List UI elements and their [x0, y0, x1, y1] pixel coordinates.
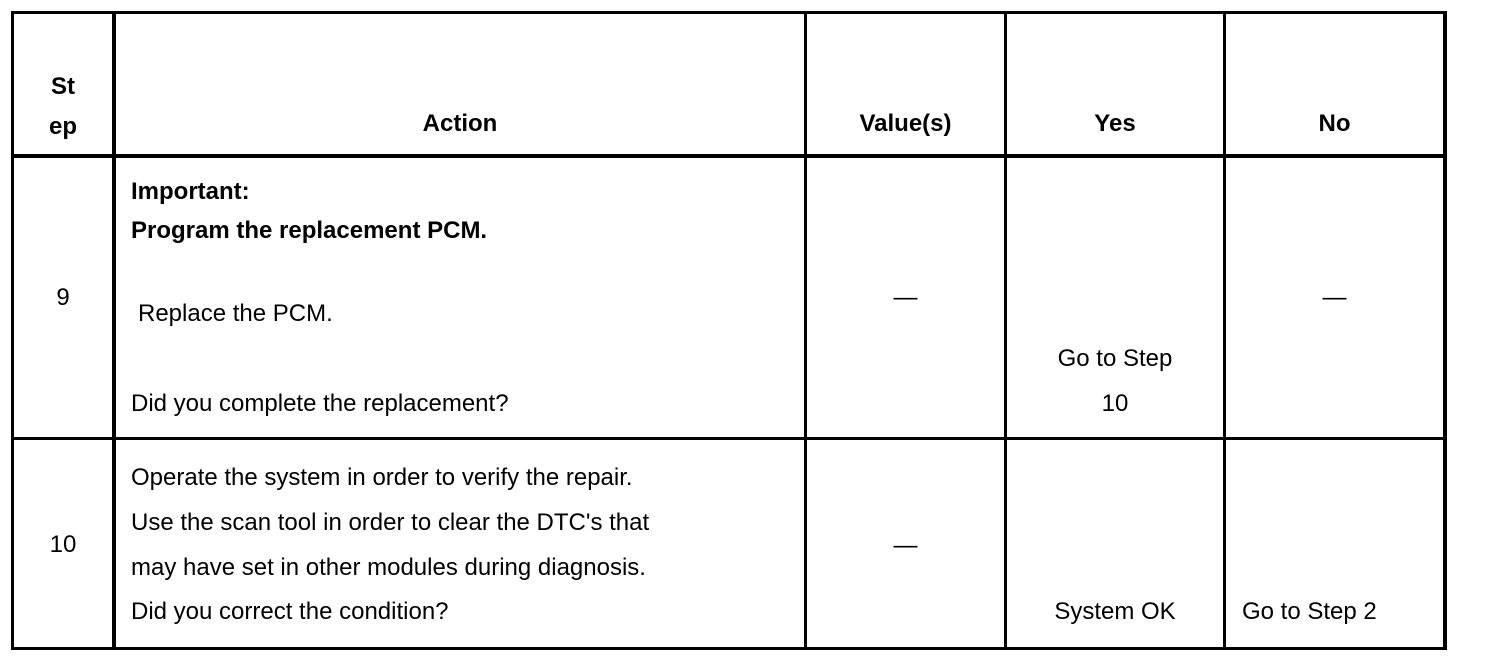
- column-divider-step: [112, 11, 116, 650]
- header-step-line1: St: [51, 73, 75, 100]
- column-divider-values: [1004, 11, 1007, 650]
- values-9: —: [893, 284, 918, 311]
- diagnostic-table: [11, 11, 1447, 651]
- header-divider: [11, 154, 1447, 158]
- no-9: —: [1322, 284, 1347, 311]
- header-no: No: [1318, 110, 1351, 137]
- table-border-top: [11, 11, 1447, 14]
- yes-9-line2: 10: [1101, 390, 1129, 417]
- yes-9-line1: Go to Step: [1057, 345, 1173, 372]
- step-9: 9: [56, 284, 70, 311]
- values-10: —: [893, 532, 918, 559]
- table-border-bottom: [11, 647, 1447, 650]
- table-border-right: [1443, 11, 1447, 650]
- no-10: Go to Step 2: [1242, 598, 1377, 625]
- header-action: Action: [422, 110, 498, 137]
- column-divider-yes: [1223, 11, 1226, 650]
- action-10-line3: may have set in other modules during diagnosis.: [131, 554, 646, 581]
- yes-10: System OK: [1054, 598, 1176, 625]
- action-question-replacement: Did you complete the replacement?: [131, 390, 509, 417]
- header-step-line2: ep: [48, 113, 77, 140]
- header-values: Value(s): [859, 110, 952, 137]
- header-step: [14, 72, 112, 142]
- action-10-line2: Use the scan tool in order to clear the DTC's that: [131, 509, 650, 536]
- header-yes: Yes: [1094, 110, 1136, 137]
- action-important-label: Important:: [131, 178, 250, 205]
- step-10: 10: [49, 531, 77, 558]
- action-10-line1: Operate the system in order to verify the repair.: [131, 464, 633, 491]
- action-program-pcm: Program the replacement PCM.: [131, 217, 488, 244]
- action-replace-pcm: Replace the PCM.: [138, 300, 333, 327]
- row-divider: [11, 437, 1447, 440]
- action-10-line4: Did you correct the condition?: [131, 598, 449, 625]
